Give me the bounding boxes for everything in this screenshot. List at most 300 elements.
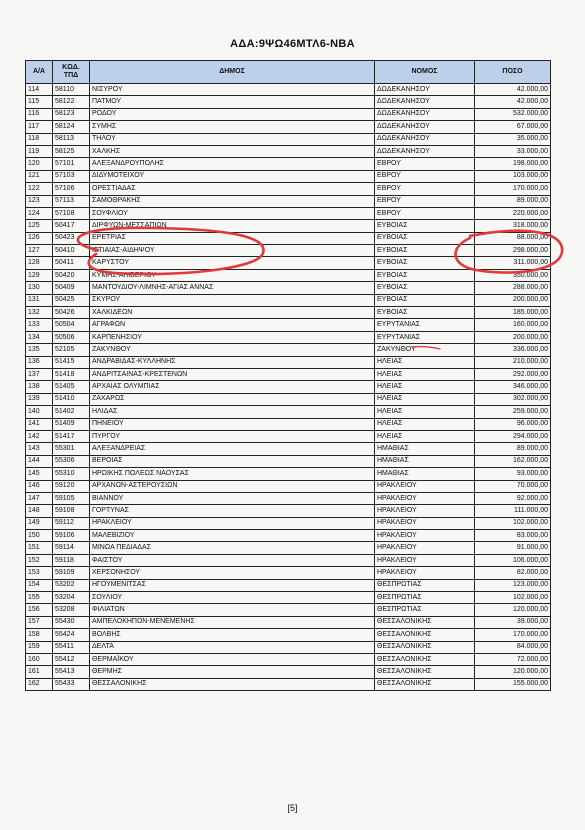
cell-nomos: ΔΩΔΕΚΑΝΗΣΟΥ	[375, 108, 475, 120]
cell-code: 59109	[53, 567, 90, 579]
cell-nomos: ΘΕΣΣΑΛΟΝΙΚΗΣ	[375, 641, 475, 653]
table-row	[26, 468, 551, 480]
table-row	[26, 554, 551, 566]
cell-nomos: ΗΡΑΚΛΕΙΟΥ	[375, 492, 475, 504]
cell-nomos: ΗΛΕΙΑΣ	[375, 418, 475, 430]
cell-dimos: ΗΡΩΙΚΗΣ ΠΟΛΕΩΣ ΝΑΟΥΣΑΣ	[90, 468, 375, 480]
cell-poso: 346.000,00	[475, 381, 551, 393]
cell-nomos: ΕΒΡΟΥ	[375, 183, 475, 195]
table-row	[26, 133, 551, 145]
table-row	[26, 158, 551, 170]
cell-dimos: ΙΣΤΙΑΙΑΣ-ΑΙΔΗΨΟΥ	[90, 245, 375, 257]
table-row	[26, 480, 551, 492]
cell-aa: 125	[26, 220, 53, 232]
cell-nomos: ΗΡΑΚΛΕΙΟΥ	[375, 542, 475, 554]
table-row	[26, 430, 551, 442]
cell-aa: 143	[26, 443, 53, 455]
cell-nomos: ΗΡΑΚΛΕΙΟΥ	[375, 480, 475, 492]
table-row	[26, 84, 551, 96]
cell-poso: 532.000,00	[475, 108, 551, 120]
cell-poso: 106.000,00	[475, 554, 551, 566]
cell-dimos: ΚΑΡΥΣΤΟΥ	[90, 257, 375, 269]
cell-code: 59106	[53, 530, 90, 542]
cell-code: 55310	[53, 468, 90, 480]
cell-dimos: ΜΙΝΩΑ ΠΕΔΙΑΔΑΣ	[90, 542, 375, 554]
cell-code: 50504	[53, 319, 90, 331]
cell-dimos: ΣΚΥΡΟΥ	[90, 294, 375, 306]
cell-poso: 160.000,00	[475, 319, 551, 331]
table-row	[26, 356, 551, 368]
table-row	[26, 344, 551, 356]
cell-poso: 200.000,00	[475, 294, 551, 306]
cell-poso: 84.000,00	[475, 641, 551, 653]
cell-aa: 121	[26, 170, 53, 182]
cell-nomos: ΕΥΡΥΤΑΝΙΑΣ	[375, 331, 475, 343]
cell-code: 58125	[53, 145, 90, 157]
table-row	[26, 592, 551, 604]
cell-nomos: ΕΥΒΟΙΑΣ	[375, 294, 475, 306]
cell-code: 53202	[53, 579, 90, 591]
table-row	[26, 183, 551, 195]
table-row	[26, 232, 551, 244]
cell-dimos: ΣΟΥΦΛΙΟΥ	[90, 207, 375, 219]
cell-code: 58124	[53, 121, 90, 133]
cell-nomos: ΗΡΑΚΛΕΙΟΥ	[375, 505, 475, 517]
cell-dimos: ΘΕΡΜΗΣ	[90, 666, 375, 678]
header-code-line1: ΚΩΔ.	[62, 64, 80, 71]
table-row	[26, 666, 551, 678]
cell-aa: 162	[26, 678, 53, 690]
cell-poso: 93.000,00	[475, 468, 551, 480]
cell-nomos: ΕΥΒΟΙΑΣ	[375, 220, 475, 232]
cell-poso: 42.000,00	[475, 96, 551, 108]
cell-dimos: ΧΑΛΚΙΔΕΩΝ	[90, 307, 375, 319]
cell-aa: 117	[26, 121, 53, 133]
cell-poso: 72.000,00	[475, 653, 551, 665]
cell-dimos: ΚΥΜΗΣ-ΑΛΙΒΕΡΙΟΥ	[90, 269, 375, 281]
cell-code: 59114	[53, 542, 90, 554]
cell-nomos: ΗΜΑΘΙΑΣ	[375, 468, 475, 480]
cell-nomos: ΘΕΣΣΑΛΟΝΙΚΗΣ	[375, 616, 475, 628]
cell-nomos: ΔΩΔΕΚΑΝΗΣΟΥ	[375, 121, 475, 133]
table-row	[26, 455, 551, 467]
cell-poso: 70.000,00	[475, 480, 551, 492]
cell-nomos: ΔΩΔΕΚΑΝΗΣΟΥ	[375, 84, 475, 96]
cell-nomos: ΕΥΒΟΙΑΣ	[375, 307, 475, 319]
cell-aa: 138	[26, 381, 53, 393]
cell-dimos: ΕΡΕΤΡΙΑΣ	[90, 232, 375, 244]
cell-aa: 159	[26, 641, 53, 653]
cell-nomos: ΗΛΕΙΑΣ	[375, 356, 475, 368]
cell-poso: 89.000,00	[475, 443, 551, 455]
table-row	[26, 121, 551, 133]
cell-poso: 103.000,00	[475, 170, 551, 182]
cell-dimos: ΦΑΙΣΤΟΥ	[90, 554, 375, 566]
cell-dimos: ΘΕΣΣΑΛΟΝΙΚΗΣ	[90, 678, 375, 690]
cell-code: 51402	[53, 406, 90, 418]
header-dimos: ΔΗΜΟΣ	[90, 61, 375, 84]
cell-nomos: ΔΩΔΕΚΑΝΗΣΟΥ	[375, 96, 475, 108]
cell-aa: 114	[26, 84, 53, 96]
cell-code: 50420	[53, 269, 90, 281]
cell-dimos: ΒΙΑΝΝΟΥ	[90, 492, 375, 504]
table-row	[26, 604, 551, 616]
table-row	[26, 331, 551, 343]
cell-dimos: ΧΑΛΚΗΣ	[90, 145, 375, 157]
table-row	[26, 530, 551, 542]
document-title: ΑΔΑ:9ΨΩ46ΜΤΛ6-ΝΒΑ	[230, 38, 355, 50]
cell-aa: 154	[26, 579, 53, 591]
cell-aa: 145	[26, 468, 53, 480]
header-code	[53, 61, 90, 84]
cell-code: 52105	[53, 344, 90, 356]
cell-nomos: ΗΛΕΙΑΣ	[375, 406, 475, 418]
cell-nomos: ΘΕΣΠΡΩΤΙΑΣ	[375, 579, 475, 591]
table-row	[26, 319, 551, 331]
table-row	[26, 567, 551, 579]
table-row	[26, 282, 551, 294]
cell-dimos: ΧΕΡΣΟΝΗΣΟΥ	[90, 567, 375, 579]
cell-poso: 123.000,00	[475, 579, 551, 591]
cell-aa: 135	[26, 344, 53, 356]
cell-aa: 122	[26, 183, 53, 195]
cell-aa: 116	[26, 108, 53, 120]
cell-aa: 136	[26, 356, 53, 368]
table-row	[26, 368, 551, 380]
cell-nomos: ΘΕΣΠΡΩΤΙΑΣ	[375, 592, 475, 604]
table-row	[26, 517, 551, 529]
cell-nomos: ΘΕΣΠΡΩΤΙΑΣ	[375, 604, 475, 616]
cell-dimos: ΔΙΡΦΥΩΝ-ΜΕΣΣΑΠΙΩΝ	[90, 220, 375, 232]
cell-nomos: ΔΩΔΕΚΑΝΗΣΟΥ	[375, 133, 475, 145]
cell-code: 55430	[53, 616, 90, 628]
cell-nomos: ΕΥΒΟΙΑΣ	[375, 232, 475, 244]
table-row	[26, 195, 551, 207]
cell-aa: 153	[26, 567, 53, 579]
cell-nomos: ΘΕΣΣΑΛΟΝΙΚΗΣ	[375, 666, 475, 678]
cell-code: 58123	[53, 108, 90, 120]
cell-code: 50410	[53, 245, 90, 257]
cell-dimos: ΔΙΔΥΜΟΤΕΙΧΟΥ	[90, 170, 375, 182]
table-row	[26, 96, 551, 108]
cell-code: 55301	[53, 443, 90, 455]
cell-code: 59120	[53, 480, 90, 492]
table-body	[26, 84, 551, 691]
cell-nomos: ΗΡΑΚΛΕΙΟΥ	[375, 567, 475, 579]
cell-code: 57108	[53, 207, 90, 219]
cell-code: 55424	[53, 629, 90, 641]
cell-poso: 210.000,00	[475, 356, 551, 368]
cell-aa: 133	[26, 319, 53, 331]
cell-poso: 336.000,00	[475, 344, 551, 356]
cell-nomos: ΕΥΡΥΤΑΝΙΑΣ	[375, 319, 475, 331]
cell-nomos: ΔΩΔΕΚΑΝΗΣΟΥ	[375, 145, 475, 157]
table-header	[26, 61, 551, 84]
cell-code: 59105	[53, 492, 90, 504]
cell-code: 57101	[53, 158, 90, 170]
cell-nomos: ΕΒΡΟΥ	[375, 207, 475, 219]
cell-poso: 288.000,00	[475, 282, 551, 294]
cell-dimos: ΖΑΚΥΝΘΟΥ	[90, 344, 375, 356]
cell-poso: 120.000,00	[475, 604, 551, 616]
cell-dimos: ΝΙΣΥΡΟΥ	[90, 84, 375, 96]
table-row	[26, 108, 551, 120]
cell-aa: 150	[26, 530, 53, 542]
cell-aa: 141	[26, 418, 53, 430]
cell-poso: 298.000,00	[475, 245, 551, 257]
cell-aa: 149	[26, 517, 53, 529]
cell-poso: 292.000,00	[475, 368, 551, 380]
table-row	[26, 443, 551, 455]
cell-code: 51409	[53, 418, 90, 430]
cell-aa: 158	[26, 629, 53, 641]
cell-code: 55411	[53, 641, 90, 653]
cell-aa: 129	[26, 269, 53, 281]
table-row	[26, 492, 551, 504]
cell-dimos: ΖΑΧΑΡΩΣ	[90, 393, 375, 405]
table-row	[26, 220, 551, 232]
cell-dimos: ΗΓΟΥΜΕΝΙΤΣΑΣ	[90, 579, 375, 591]
cell-aa: 152	[26, 554, 53, 566]
table-row	[26, 381, 551, 393]
cell-poso: 155.000,00	[475, 678, 551, 690]
cell-nomos: ΖΑΚΥΝΘΟΥ	[375, 344, 475, 356]
cell-dimos: ΚΑΡΠΕΝΗΣΙΟΥ	[90, 331, 375, 343]
cell-dimos: ΣΟΥΛΙΟΥ	[90, 592, 375, 604]
cell-nomos: ΕΥΒΟΙΑΣ	[375, 282, 475, 294]
cell-code: 50423	[53, 232, 90, 244]
table-row	[26, 418, 551, 430]
cell-poso: 198.000,00	[475, 158, 551, 170]
cell-aa: 142	[26, 430, 53, 442]
cell-poso: 302.000,00	[475, 393, 551, 405]
cell-nomos: ΗΛΕΙΑΣ	[375, 393, 475, 405]
table-row	[26, 207, 551, 219]
table-row	[26, 145, 551, 157]
cell-nomos: ΘΕΣΣΑΛΟΝΙΚΗΣ	[375, 629, 475, 641]
cell-dimos: ΓΟΡΤΥΝΑΣ	[90, 505, 375, 517]
cell-aa: 139	[26, 393, 53, 405]
cell-dimos: ΑΡΧΑΝΩΝ-ΑΣΤΕΡΟΥΣΙΩΝ	[90, 480, 375, 492]
cell-dimos: ΠΑΤΜΟΥ	[90, 96, 375, 108]
cell-aa: 156	[26, 604, 53, 616]
cell-dimos: ΘΕΡΜΑΪΚΟΥ	[90, 653, 375, 665]
cell-nomos: ΗΛΕΙΑΣ	[375, 430, 475, 442]
cell-code: 51415	[53, 356, 90, 368]
cell-dimos: ΑΡΧΑΙΑΣ ΟΛΥΜΠΙΑΣ	[90, 381, 375, 393]
header-row	[26, 61, 551, 84]
cell-nomos: ΗΡΑΚΛΕΙΟΥ	[375, 530, 475, 542]
cell-poso: 82.000,00	[475, 567, 551, 579]
cell-dimos: ΦΙΛΙΑΤΩΝ	[90, 604, 375, 616]
cell-code: 59108	[53, 505, 90, 517]
table-row	[26, 294, 551, 306]
cell-poso: 170.000,00	[475, 629, 551, 641]
cell-dimos: ΣΑΜΟΘΡΑΚΗΣ	[90, 195, 375, 207]
table-row	[26, 406, 551, 418]
table-row	[26, 170, 551, 182]
cell-dimos: ΑΛΕΞΑΝΔΡΟΥΠΟΛΗΣ	[90, 158, 375, 170]
cell-aa: 137	[26, 368, 53, 380]
cell-code: 51418	[53, 368, 90, 380]
cell-poso: 311.000,00	[475, 257, 551, 269]
cell-aa: 123	[26, 195, 53, 207]
cell-poso: 111.000,00	[475, 505, 551, 517]
cell-code: 51405	[53, 381, 90, 393]
cell-dimos: ΣΥΜΗΣ	[90, 121, 375, 133]
cell-code: 55412	[53, 653, 90, 665]
table-row	[26, 653, 551, 665]
cell-poso: 39.000,00	[475, 616, 551, 628]
cell-aa: 118	[26, 133, 53, 145]
cell-aa: 155	[26, 592, 53, 604]
table-row	[26, 393, 551, 405]
cell-aa: 160	[26, 653, 53, 665]
cell-aa: 146	[26, 480, 53, 492]
cell-aa: 130	[26, 282, 53, 294]
table-row	[26, 616, 551, 628]
cell-dimos: ΜΑΛΕΒΙΖΙΟΥ	[90, 530, 375, 542]
header-poso: ΠΟΣΟ	[475, 61, 551, 84]
cell-poso: 33.000,00	[475, 145, 551, 157]
cell-code: 58122	[53, 96, 90, 108]
cell-poso: 350.000,00	[475, 269, 551, 281]
cell-code: 53204	[53, 592, 90, 604]
cell-dimos: ΒΕΡΟΙΑΣ	[90, 455, 375, 467]
cell-nomos: ΗΡΑΚΛΕΙΟΥ	[375, 517, 475, 529]
cell-code: 55433	[53, 678, 90, 690]
cell-poso: 83.000,00	[475, 530, 551, 542]
table-row	[26, 245, 551, 257]
cell-poso: 96.000,00	[475, 418, 551, 430]
cell-aa: 127	[26, 245, 53, 257]
cell-aa: 119	[26, 145, 53, 157]
cell-aa: 148	[26, 505, 53, 517]
cell-nomos: ΕΒΡΟΥ	[375, 158, 475, 170]
cell-nomos: ΕΥΒΟΙΑΣ	[375, 269, 475, 281]
cell-dimos: ΟΡΕΣΤΙΑΔΑΣ	[90, 183, 375, 195]
header-aa: Α/Α	[26, 61, 53, 84]
cell-code: 55413	[53, 666, 90, 678]
cell-dimos: ΗΡΑΚΛΕΙΟΥ	[90, 517, 375, 529]
cell-poso: 92.000,00	[475, 492, 551, 504]
cell-dimos: ΠΥΡΓΟΥ	[90, 430, 375, 442]
cell-code: 59112	[53, 517, 90, 529]
cell-poso: 88.000,00	[475, 232, 551, 244]
cell-poso: 170.000,00	[475, 183, 551, 195]
cell-nomos: ΕΒΡΟΥ	[375, 195, 475, 207]
cell-aa: 147	[26, 492, 53, 504]
table-row	[26, 307, 551, 319]
cell-nomos: ΕΥΒΟΙΑΣ	[375, 245, 475, 257]
cell-poso: 102.000,00	[475, 592, 551, 604]
cell-poso: 120.000,00	[475, 666, 551, 678]
cell-dimos: ΠΗΝΕΙΟΥ	[90, 418, 375, 430]
cell-poso: 200.000,00	[475, 331, 551, 343]
cell-aa: 157	[26, 616, 53, 628]
cell-aa: 115	[26, 96, 53, 108]
cell-code: 50409	[53, 282, 90, 294]
cell-poso: 220.000,00	[475, 207, 551, 219]
table-row	[26, 579, 551, 591]
cell-poso: 42.000,00	[475, 84, 551, 96]
cell-aa: 128	[26, 257, 53, 269]
cell-code: 51410	[53, 393, 90, 405]
cell-code: 50506	[53, 331, 90, 343]
cell-poso: 89.000,00	[475, 195, 551, 207]
cell-aa: 120	[26, 158, 53, 170]
table-row	[26, 257, 551, 269]
cell-aa: 151	[26, 542, 53, 554]
cell-aa: 161	[26, 666, 53, 678]
cell-aa: 131	[26, 294, 53, 306]
table-row	[26, 269, 551, 281]
cell-aa: 126	[26, 232, 53, 244]
cell-dimos: ΑΝΔΡΙΤΣΑΙΝΑΣ-ΚΡΕΣΤΕΝΩΝ	[90, 368, 375, 380]
cell-dimos: ΤΗΛΟΥ	[90, 133, 375, 145]
cell-dimos: ΔΕΛΤΑ	[90, 641, 375, 653]
cell-aa: 144	[26, 455, 53, 467]
cell-nomos: ΗΜΑΘΙΑΣ	[375, 443, 475, 455]
cell-code: 58110	[53, 84, 90, 96]
table-row	[26, 678, 551, 690]
cell-nomos: ΕΒΡΟΥ	[375, 170, 475, 182]
cell-nomos: ΗΜΑΘΙΑΣ	[375, 455, 475, 467]
cell-dimos: ΑΝΔΡΑΒΙΔΑΣ-ΚΥΛΛΗΝΗΣ	[90, 356, 375, 368]
cell-poso: 67.000,00	[475, 121, 551, 133]
cell-dimos: ΑΜΠΕΛΟΚΗΠΩΝ-ΜΕΝΕΜΕΝΗΣ	[90, 616, 375, 628]
cell-aa: 132	[26, 307, 53, 319]
header-code-line2: ΤΠΔ	[63, 72, 79, 79]
cell-aa: 124	[26, 207, 53, 219]
cell-nomos: ΘΕΣΣΑΛΟΝΙΚΗΣ	[375, 653, 475, 665]
cell-code: 51417	[53, 430, 90, 442]
cell-code: 57113	[53, 195, 90, 207]
cell-code: 50425	[53, 294, 90, 306]
cell-poso: 91.000,00	[475, 542, 551, 554]
cell-nomos: ΗΛΕΙΑΣ	[375, 381, 475, 393]
cell-dimos: ΑΓΡΑΦΩΝ	[90, 319, 375, 331]
table-row	[26, 629, 551, 641]
cell-dimos: ΡΟΔΟΥ	[90, 108, 375, 120]
cell-code: 57106	[53, 183, 90, 195]
cell-aa: 134	[26, 331, 53, 343]
cell-poso: 162.000,00	[475, 455, 551, 467]
cell-poso: 102.000,00	[475, 517, 551, 529]
cell-code: 50417	[53, 220, 90, 232]
cell-code: 53208	[53, 604, 90, 616]
cell-code: 50426	[53, 307, 90, 319]
cell-nomos: ΘΕΣΣΑΛΟΝΙΚΗΣ	[375, 678, 475, 690]
cell-aa: 140	[26, 406, 53, 418]
table-row	[26, 542, 551, 554]
page-number: [5]	[287, 803, 298, 813]
cell-code: 58113	[53, 133, 90, 145]
cell-poso: 259.000,00	[475, 406, 551, 418]
table-row	[26, 641, 551, 653]
table-row	[26, 505, 551, 517]
cell-code: 55306	[53, 455, 90, 467]
cell-dimos: ΑΛΕΞΑΝΔΡΕΙΑΣ	[90, 443, 375, 455]
cell-nomos: ΗΡΑΚΛΕΙΟΥ	[375, 554, 475, 566]
cell-poso: 35.000,00	[475, 133, 551, 145]
cell-dimos: ΒΟΛΒΗΣ	[90, 629, 375, 641]
cell-dimos: ΗΛΙΔΑΣ	[90, 406, 375, 418]
header-nomos: ΝΟΜΟΣ	[375, 61, 475, 84]
cell-code: 50411	[53, 257, 90, 269]
cell-poso: 185.000,00	[475, 307, 551, 319]
cell-nomos: ΕΥΒΟΙΑΣ	[375, 257, 475, 269]
